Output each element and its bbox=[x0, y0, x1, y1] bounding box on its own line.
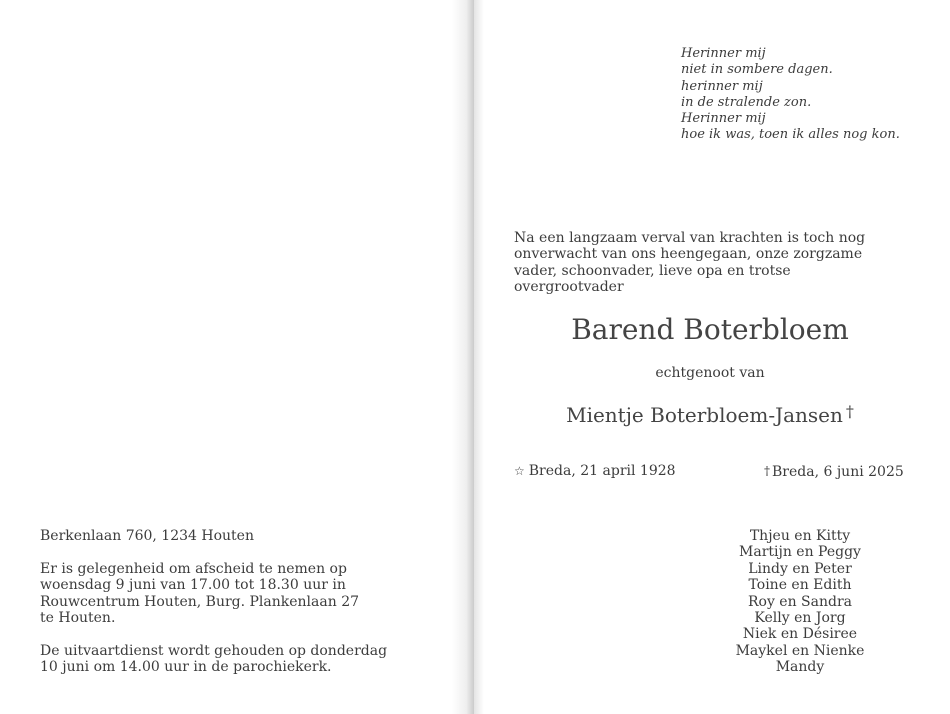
cross-icon: † bbox=[764, 464, 770, 478]
service-line: 10 juni om 14.00 uur in de parochiekerk. bbox=[40, 659, 332, 676]
intro-line: vader, schoonvader, lieve opa en trotse bbox=[514, 262, 791, 279]
poem-line: Herinner mij bbox=[681, 111, 766, 127]
family-member: Kelly en Jorg bbox=[754, 610, 846, 627]
intro-line: Na een langzaam verval van krachten is toch nog bbox=[514, 230, 866, 246]
poem-line: herinner mij bbox=[681, 78, 763, 94]
visitation-line: te Houten. bbox=[40, 610, 116, 627]
spouse bbox=[514, 398, 906, 429]
practical-info bbox=[40, 528, 440, 676]
poem bbox=[681, 46, 900, 144]
poem-line: hoe ik was, toen ik alles nog kon. bbox=[681, 127, 900, 143]
spouse-label: echtgenoot van bbox=[655, 365, 765, 381]
visitation-line: woensdag 9 juni van 17.00 tot 18.30 uur in bbox=[40, 577, 346, 594]
star-icon: ☆ bbox=[514, 464, 525, 478]
poem-line: Herinner mij bbox=[681, 46, 766, 61]
family-list bbox=[714, 528, 886, 676]
death-info bbox=[764, 462, 904, 481]
intro-text bbox=[514, 230, 894, 296]
intro-line: overgrootvader bbox=[514, 279, 624, 296]
page-fold-shadow bbox=[452, 0, 474, 714]
family-member: Maykel en Nienke bbox=[735, 642, 865, 659]
visitation-line: Er is gelegenheid om afscheid te nemen op bbox=[40, 560, 347, 577]
poem-line: niet in sombere dagen. bbox=[681, 62, 833, 78]
service-line: De uitvaartdienst wordt gehouden op donderdag bbox=[40, 642, 388, 659]
address: Berkenlaan 760, 1234 Houten bbox=[40, 528, 254, 544]
cross-icon: † bbox=[845, 402, 854, 421]
death-date: Breda, 6 juni 2025 bbox=[772, 464, 904, 480]
family-member: Lindy en Peter bbox=[748, 560, 852, 577]
spouse-name: Mientje Boterbloem-Jansen bbox=[566, 403, 843, 427]
family-member: Toine en Edith bbox=[748, 577, 852, 594]
birth-date: Breda, 21 april 1928 bbox=[528, 463, 676, 479]
family-member: Niek en Désiree bbox=[742, 626, 858, 643]
page-fold-shadow-right bbox=[474, 0, 484, 714]
family-member: Roy en Sandra bbox=[747, 593, 853, 610]
birth-info bbox=[514, 462, 676, 480]
spacer bbox=[40, 544, 440, 560]
family-member: Martijn en Peggy bbox=[739, 544, 861, 561]
intro-line: onverwacht van ons heengegaan, onze zorgzame bbox=[514, 246, 863, 263]
visitation-line: Rouwcentrum Houten, Burg. Plankenlaan 27 bbox=[40, 593, 360, 610]
family-member: Mandy bbox=[775, 659, 825, 676]
family-member: Thjeu en Kitty bbox=[749, 528, 851, 544]
deceased-name: Barend Boterbloem bbox=[571, 313, 849, 346]
spacer bbox=[40, 626, 440, 642]
poem-line: in de stralende zon. bbox=[681, 94, 812, 110]
